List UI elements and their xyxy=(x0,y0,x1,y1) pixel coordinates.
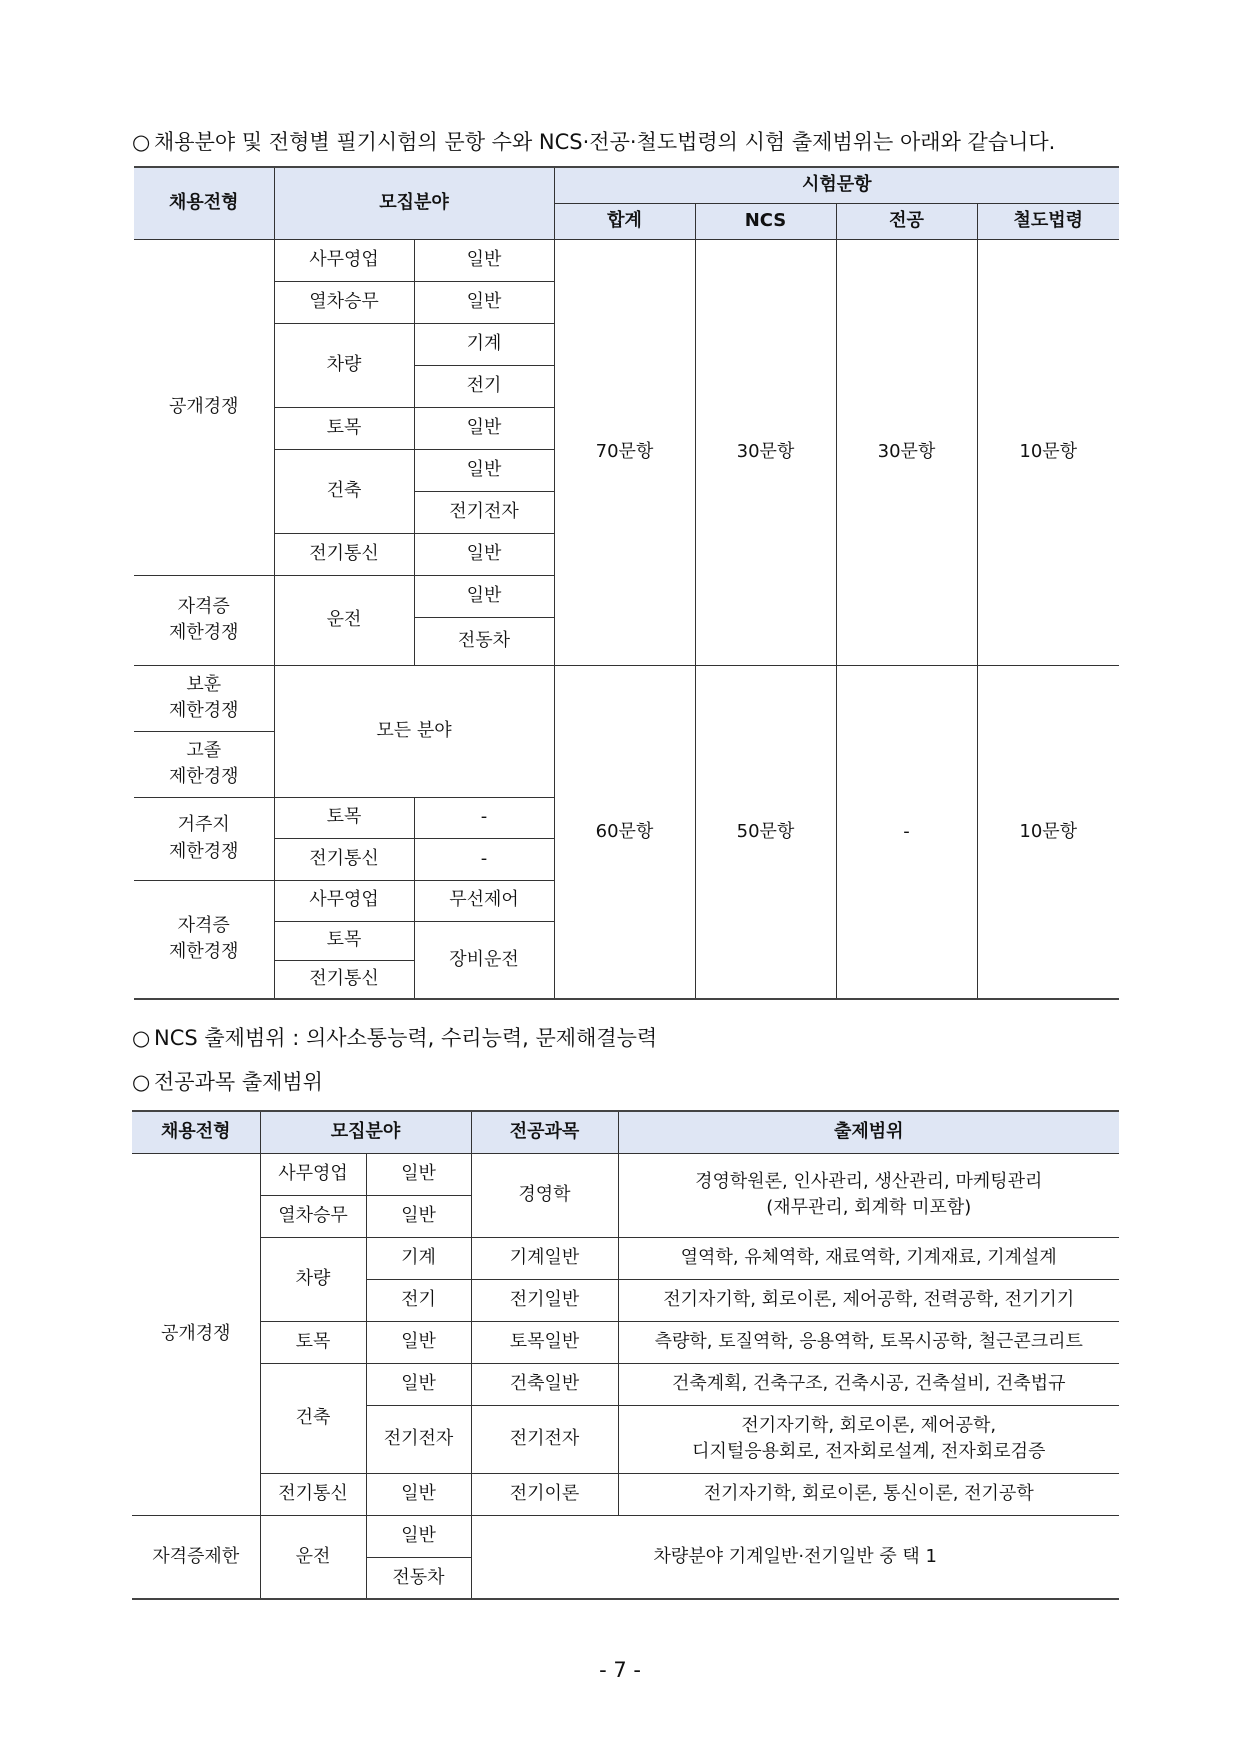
scope-cell: 전기자기학, 회로이론, 제어공학, 디지털응용회로, 전자회로설계, 전자회로검증 xyxy=(618,1405,1119,1473)
field-cell: 토목 xyxy=(274,921,414,960)
subject-cell: 경영학 xyxy=(471,1153,618,1237)
field-cell: 전기통신 xyxy=(260,1473,366,1515)
header-field: 모집분야 xyxy=(274,167,554,239)
major-line xyxy=(132,1066,323,1096)
field-cell: 건축 xyxy=(260,1363,366,1473)
header-law: 철도법령 xyxy=(977,203,1119,239)
field-cell: 토목 xyxy=(274,407,414,449)
t2-header-subject: 전공과목 xyxy=(471,1111,618,1153)
field-cell: 토목 xyxy=(260,1321,366,1363)
sub-cell: 일반 xyxy=(414,575,554,617)
sub-cell: 전동차 xyxy=(366,1557,471,1599)
field-cell: 운전 xyxy=(274,575,414,665)
g1-major: 30문항 xyxy=(836,239,977,665)
sub-cell: - xyxy=(414,838,554,880)
type-hs: 고졸 제한경쟁 xyxy=(134,731,274,797)
major-scope-table xyxy=(132,1110,1119,1600)
field-cell: 열차승무 xyxy=(260,1195,366,1237)
field-cell: 차량 xyxy=(274,323,414,407)
field-cell: 건축 xyxy=(274,449,414,533)
subject-cell: 전기전자 xyxy=(471,1405,618,1473)
sub-cell: - xyxy=(414,797,554,838)
scope-cell: 전기자기학, 회로이론, 통신이론, 전기공학 xyxy=(618,1473,1119,1515)
g2-ncs: 50문항 xyxy=(695,665,836,999)
type-cert2: 자격증 제한경쟁 xyxy=(134,880,274,999)
type-vet: 보훈 제한경쟁 xyxy=(134,665,274,731)
sub-cell: 일반 xyxy=(366,1195,471,1237)
field-cell: 사무영업 xyxy=(274,880,414,921)
header-type: 채용전형 xyxy=(134,167,274,239)
type-cert1: 자격증 제한경쟁 xyxy=(134,575,274,665)
g1-law: 10문항 xyxy=(977,239,1119,665)
subject-cell: 기계일반 xyxy=(471,1237,618,1279)
header-total: 합계 xyxy=(554,203,695,239)
header-major: 전공 xyxy=(836,203,977,239)
t2-header-field: 모집분야 xyxy=(260,1111,471,1153)
sub-cell: 일반 xyxy=(414,449,554,491)
field-cell: 토목 xyxy=(274,797,414,838)
sub-cell: 일반 xyxy=(366,1363,471,1405)
intro-text: 채용분야 및 전형별 필기시험의 문항 수와 NCS·전공·철도법령의 시험 출제범위는 아래와 같습니다. xyxy=(154,130,1056,154)
t2-header-scope: 출제범위 xyxy=(618,1111,1119,1153)
field-cell: 차량 xyxy=(260,1237,366,1321)
sub-cell: 일반 xyxy=(366,1473,471,1515)
sub-cell: 전기 xyxy=(366,1279,471,1321)
header-ncs: NCS xyxy=(695,203,836,239)
subject-cell: 건축일반 xyxy=(471,1363,618,1405)
sub-cell: 전기전자 xyxy=(414,491,554,533)
scope-cell: 건축계획, 건축구조, 건축시공, 건축설비, 건축법규 xyxy=(618,1363,1119,1405)
sub-cell: 장비운전 xyxy=(414,921,554,999)
scope-cell: 전기자기학, 회로이론, 제어공학, 전력공학, 전기기기 xyxy=(618,1279,1119,1321)
t2-type-open: 공개경쟁 xyxy=(132,1153,260,1515)
bullet-icon: ○ xyxy=(132,1026,151,1050)
scope-cell: 차량분야 기계일반·전기일반 중 택 1 xyxy=(471,1515,1119,1599)
bullet-icon: ○ xyxy=(132,1070,151,1094)
t2-type-cert: 자격증제한 xyxy=(132,1515,260,1599)
field-cell: 운전 xyxy=(260,1515,366,1599)
g1-ncs: 30문항 xyxy=(695,239,836,665)
sub-cell: 일반 xyxy=(414,407,554,449)
field-cell: 전기통신 xyxy=(274,533,414,575)
page-number: - 7 - xyxy=(599,1658,641,1682)
ncs-text: NCS 출제범위 : 의사소통능력, 수리능력, 문제해결능력 xyxy=(154,1026,658,1050)
subject-cell: 전기일반 xyxy=(471,1279,618,1321)
sub-cell: 일반 xyxy=(414,239,554,281)
ncs-line xyxy=(132,1022,657,1052)
type-open: 공개경쟁 xyxy=(134,239,274,575)
g1-total: 70문항 xyxy=(554,239,695,665)
g2-law: 10문항 xyxy=(977,665,1119,999)
field-cell: 전기통신 xyxy=(274,960,414,999)
sub-cell: 일반 xyxy=(366,1321,471,1363)
subject-cell: 전기이론 xyxy=(471,1473,618,1515)
field-cell: 전기통신 xyxy=(274,838,414,880)
sub-cell: 전기전자 xyxy=(366,1405,471,1473)
type-res: 거주지 제한경쟁 xyxy=(134,797,274,880)
bullet-icon: ○ xyxy=(132,130,151,154)
scope-cell: 측량학, 토질역학, 응용역학, 토목시공학, 철근콘크리트 xyxy=(618,1321,1119,1363)
sub-cell: 일반 xyxy=(414,281,554,323)
header-exam: 시험문항 xyxy=(554,167,1119,203)
field-cell: 열차승무 xyxy=(274,281,414,323)
g2-major: - xyxy=(836,665,977,999)
t2-header-type: 채용전형 xyxy=(132,1111,260,1153)
intro-line xyxy=(132,126,1055,156)
sub-cell: 전동차 xyxy=(414,617,554,665)
scope-cell: 열역학, 유체역학, 재료역학, 기계재료, 기계설계 xyxy=(618,1237,1119,1279)
field-cell: 사무영업 xyxy=(260,1153,366,1195)
sub-cell: 일반 xyxy=(414,533,554,575)
sub-cell: 기계 xyxy=(414,323,554,365)
sub-cell: 무선제어 xyxy=(414,880,554,921)
field-all: 모든 분야 xyxy=(274,665,554,797)
g2-total: 60문항 xyxy=(554,665,695,999)
sub-cell: 기계 xyxy=(366,1237,471,1279)
subject-cell: 토목일반 xyxy=(471,1321,618,1363)
scope-cell: 경영학원론, 인사관리, 생산관리, 마케팅관리 (재무관리, 회계학 미포함) xyxy=(618,1153,1119,1237)
major-text: 전공과목 출제범위 xyxy=(154,1070,323,1094)
sub-cell: 전기 xyxy=(414,365,554,407)
sub-cell: 일반 xyxy=(366,1515,471,1557)
exam-items-table xyxy=(134,166,1119,1000)
sub-cell: 일반 xyxy=(366,1153,471,1195)
field-cell: 사무영업 xyxy=(274,239,414,281)
